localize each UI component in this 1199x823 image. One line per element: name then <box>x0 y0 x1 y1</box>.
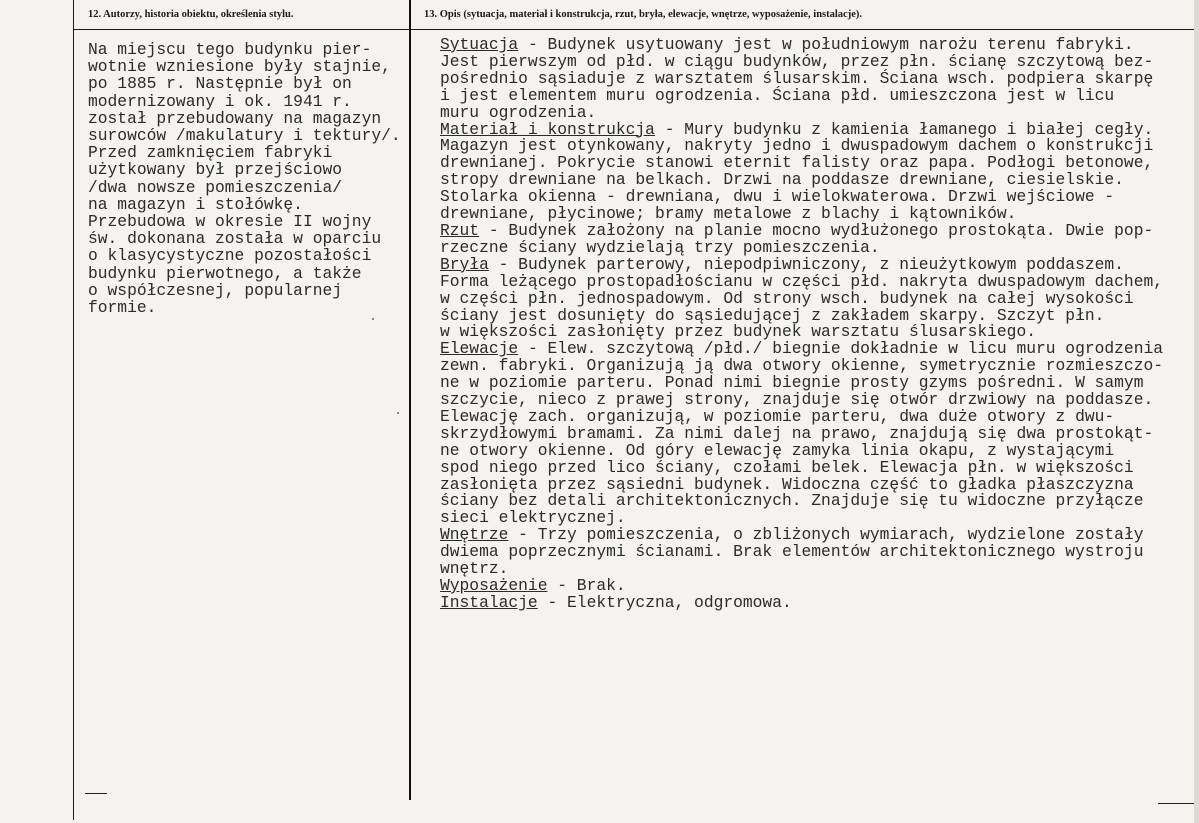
description-text: skrzydłowymi bramami. Za nimi dalej na prawo, znajdują się dwa prostokąt- <box>440 423 1154 443</box>
description-text: - Elew. szczytową /płd./ biegnie dokładnie w licu muru ogrodzenia <box>518 339 1164 359</box>
history-text-line: św. dokonana została w oparciu <box>88 229 382 249</box>
section-12-header: 12. Autorzy, historia obiektu, określenia stylu. <box>88 9 294 20</box>
description-text: muru ogrodzenia. <box>440 102 597 122</box>
section-heading: Wyposażenie <box>440 576 548 595</box>
history-text-column <box>88 41 406 316</box>
section-heading: Wnętrze <box>440 525 509 545</box>
history-text-line: budynku pierwotnego, a także <box>88 263 362 283</box>
history-text-line: surowców /makulatury i tektury/. <box>88 126 401 146</box>
description-text: Forma leżącego prostopadłościanu w części płd. nakryta dwuspadowym dachem, <box>440 271 1164 291</box>
description-text: stropy drewniane na belkach. Drzwi na poddasze drewniane, ciesielskie. <box>440 170 1124 190</box>
description-text-column <box>440 37 1192 612</box>
section-heading: Elewacje <box>440 339 519 359</box>
description-text: Elewację zach. organizują, w poziomie parteru, dwa duże otwory z dwu- <box>440 406 1115 426</box>
description-text: ściany jest dosunięty do sąsiedującej z zakładem skarpy. Szczyt płn. <box>440 305 1105 325</box>
description-text: zasłonięta przez sąsiedni budynek. Widoczna część to gładka płaszczyzna <box>440 474 1134 494</box>
description-text: - Budynek usytuowany jest w południowym narożu terenu fabryki. <box>518 35 1134 54</box>
history-text-line: formie. <box>88 298 157 318</box>
description-text: szczycie, nieco z prawej strony, znajduje się otwór drzwiowy na poddasze. <box>440 390 1154 410</box>
description-text: dwiema poprzecznymi ścianami. Brak elementów architektonicznego wystroju <box>440 542 1144 562</box>
paper-speck <box>372 318 374 320</box>
history-text-line: użytkowany był przejściowo <box>88 160 343 180</box>
description-text: drewniane, płycinowe; bramy metalowe z blachy i kątowników. <box>440 204 1017 224</box>
history-text-line: wotnie wzniesione były stajnie, <box>88 57 391 77</box>
description-text: ne w poziomie parteru. Ponad nimi biegnie prosty gzyms pośredni. W samym <box>440 373 1144 393</box>
description-text: Magazyn jest otynkowany, nakryty jedno i dwuspadowym dachem o konstrukcji <box>440 136 1154 156</box>
description-text: w części płn. jednospadowym. Od strony wsch. budynek na całej wysokości <box>440 288 1134 308</box>
form-top-rule <box>73 29 1199 30</box>
section-heading: Rzut <box>440 220 480 240</box>
description-text-line <box>440 544 1192 561</box>
history-text-line: na magazyn i stołówkę. <box>88 194 303 214</box>
description-text: w większości zasłonięty przez budynek warsztatu ślusarskiego. <box>440 322 1036 342</box>
history-text-line: Na miejscu tego budynku pier- <box>88 40 372 59</box>
history-text-line: o klasycystyczne pozostałości <box>88 246 372 266</box>
description-text: - Mury budynku z kamienia łamanego i białej cegły. <box>654 119 1154 139</box>
description-text: pośrednio sąsiaduje z warsztatem ślusarskim. Ściana wsch. podpiera skarpę <box>440 68 1154 88</box>
history-text-line: o współczesnej, popularnej <box>88 280 343 300</box>
description-text: ściany bez detali architektonicznych. Znajduje się tu widoczne przyłącze <box>440 491 1144 511</box>
description-text: zewn. fabryki. Organizują ją dwa otwory okienne, symetrycznie rozmieszczo- <box>440 356 1164 376</box>
form-left-rule <box>73 0 74 820</box>
page-edge <box>1194 0 1199 823</box>
paper-speck <box>397 412 399 414</box>
bottom-left-mark <box>85 793 107 794</box>
section-heading: Bryła <box>440 254 489 274</box>
history-text-line: Przebudowa w okresie II wojny <box>88 212 372 232</box>
description-text: rzeczne ściany wydzielają trzy pomieszczenia. <box>440 237 880 257</box>
section-heading: Materiał i konstrukcja <box>440 119 655 139</box>
description-text: - Elektryczna, odgromowa. <box>537 592 792 612</box>
history-text-line: modernizowany i ok. 1941 r. <box>88 91 352 111</box>
history-text-line: Przed zamknięciem fabryki <box>88 143 333 163</box>
description-text: wnętrz. <box>440 559 509 579</box>
description-text: sieci elektrycznej. <box>440 508 626 528</box>
description-text: spod niego przed lico ściany, czołami belek. Elewacja płn. w większości <box>440 457 1134 477</box>
bottom-right-mark <box>1158 803 1194 804</box>
description-text: ne otwory okienne. Od góry elewację zamyka linia okapu, z wystającymi <box>440 440 1115 460</box>
description-text: - Trzy pomieszczenia, o zbliżonych wymiarach, wydzielone zostały <box>508 525 1144 545</box>
description-text: Jest pierwszym od płd. w ciągu budynków, przez płn. ścianę szczytową bez- <box>440 51 1154 71</box>
history-text-line: /dwa nowsze pomieszczenia/ <box>88 177 343 197</box>
section-heading: Sytuacja <box>440 35 519 54</box>
column-divider <box>409 0 411 800</box>
description-text: Stolarka okienna - drewniana, dwu i wielokwaterowa. Drzwi wejściowe - <box>440 187 1115 207</box>
description-text: drewnianej. Pokrycie stanowi eternit falisty oraz papa. Podłogi betonowe, <box>440 153 1154 173</box>
section-13-header: 13. Opis (sytuacja, materiał i konstrukcja, rzut, bryła, elewacje, wnętrze, wyposażenie, instalacje). <box>424 9 863 20</box>
section-heading: Instalacje <box>440 592 538 612</box>
history-text-line: został przebudowany na magazyn <box>88 108 382 128</box>
description-text: - Brak. <box>547 576 626 595</box>
description-text: - Budynek parterowy, niepodpiwniczony, z nieużytkowym poddaszem. <box>488 254 1124 274</box>
description-text: - Budynek założony na planie mocno wydłużonego prostokąta. Dwie pop- <box>479 220 1154 240</box>
description-text-line <box>440 592 1192 612</box>
description-text: i jest elementem muru ogrodzenia. Ściana płd. umieszczona jest w licu <box>440 85 1115 105</box>
history-text-line: po 1885 r. Następnie był on <box>88 74 352 94</box>
